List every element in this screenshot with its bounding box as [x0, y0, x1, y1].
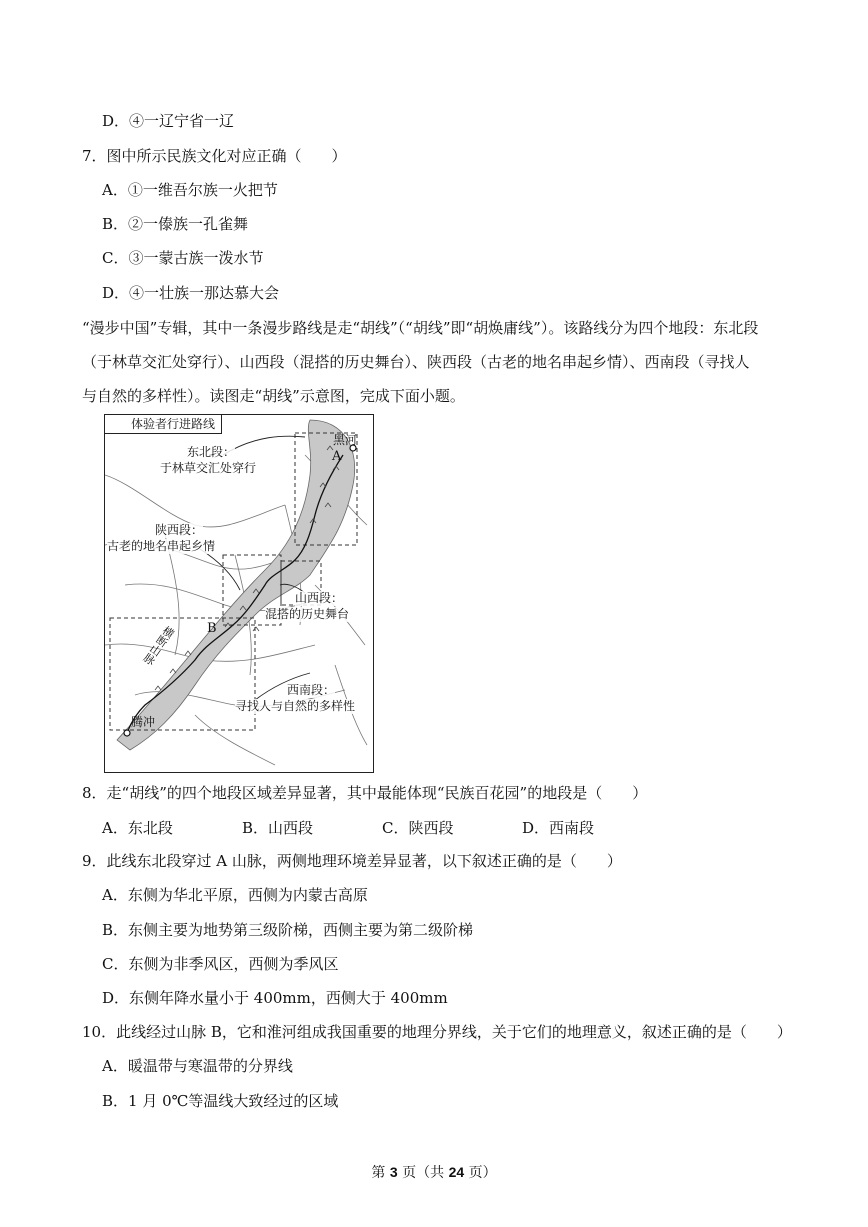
- label-point-b: B: [207, 621, 217, 636]
- footer-total-pages: 24: [448, 1164, 465, 1180]
- q8-option-a: A．东北段: [102, 819, 173, 837]
- label-shaanxi-desc: 古老的地名串起乡情: [107, 539, 216, 553]
- label-shanxi-desc: 混搭的历史舞台: [265, 607, 350, 621]
- q10-option-a: A．暖温带与寒温带的分界线: [102, 1057, 293, 1075]
- footer-middle: 页（共: [397, 1165, 449, 1181]
- q10-stem: 10．此线经过山脉 B，它和淮河组成我国重要的地理分界线，关于它们的地理意义，叙述正确的是（ ）: [82, 1023, 792, 1041]
- q9-option-b: B．东侧主要为地势第三级阶梯，西侧主要为第二级阶梯: [102, 921, 474, 939]
- hu-line-map: [104, 414, 374, 773]
- q8-option-d: D．西南段: [522, 819, 595, 837]
- q6-option-d: D．④一辽宁省一辽: [102, 112, 235, 130]
- footer-prefix: 第: [371, 1165, 390, 1181]
- q7-option-b: B．②一傣族一孔雀舞: [102, 215, 249, 233]
- map-legend: [105, 415, 222, 434]
- q8-option-c: C．陕西段: [382, 819, 454, 837]
- label-southwest-title: 西南段：: [287, 683, 336, 697]
- q8-stem: 8．走“胡线”的四个地段区域差异显著，其中最能体现“民族百花园”的地段是（ ）: [82, 784, 648, 802]
- map-legend-label: 体验者行进路线: [131, 417, 216, 431]
- q7-option-d: D．④一壮族一那达慕大会: [102, 284, 280, 302]
- label-point-a: A: [332, 449, 342, 464]
- label-heihe: 黑河: [333, 433, 358, 447]
- q8-options: [102, 817, 662, 838]
- footer-page-number: 3: [389, 1164, 398, 1180]
- q7-stem: 7．图中所示民族文化对应正确（ ）: [82, 147, 347, 165]
- q9-stem: 9．此线东北段穿过 A 山脉，两侧地理环境差异显著，以下叙述正确的是（ ）: [82, 852, 622, 870]
- label-shaanxi-title: 陕西段：: [155, 523, 204, 537]
- intro-line-3: 与自然的多样性）。读图走“胡线”示意图，完成下面小题。: [82, 387, 465, 405]
- q9-option-d: D．东侧年降水量小于 400mm，西侧大于 400mm: [102, 989, 448, 1007]
- page-footer: [0, 1162, 868, 1182]
- label-southwest-desc: 寻找人与自然的多样性: [235, 699, 356, 713]
- q7-option-c: C．③一蒙古族一泼水节: [102, 249, 264, 267]
- q10-option-b: B．1 月 0℃等温线大致经过的区域: [102, 1092, 339, 1110]
- footer-suffix: 页）: [464, 1165, 497, 1181]
- label-northeast-title: 东北段：: [187, 445, 236, 459]
- q8-option-b: B．山西段: [242, 819, 314, 837]
- q7-option-a: A．①一维吾尔族一火把节: [102, 181, 278, 199]
- label-tengchong: 腾冲: [131, 715, 156, 729]
- label-shanxi-title: 山西段：: [295, 591, 344, 605]
- intro-line-2: （于林草交汇处穿行）、山西段（混搭的历史舞台）、陕西段（古老的地名串起乡情）、西南段（寻找人: [82, 353, 750, 371]
- q9-option-a: A．东侧为华北平原，西侧为内蒙古高原: [102, 886, 368, 904]
- label-northeast-desc: 于林草交汇处穿行: [160, 461, 257, 475]
- q9-option-c: C．东侧为非季风区，西侧为季风区: [102, 955, 339, 973]
- intro-line-1: “漫步中国”专辑，其中一条漫步路线是走“胡线”（“胡线”即“胡焕庸线”）。该路线分为四个地段：东北段: [82, 319, 759, 337]
- label-hengduan: 横断山脉: [140, 623, 177, 668]
